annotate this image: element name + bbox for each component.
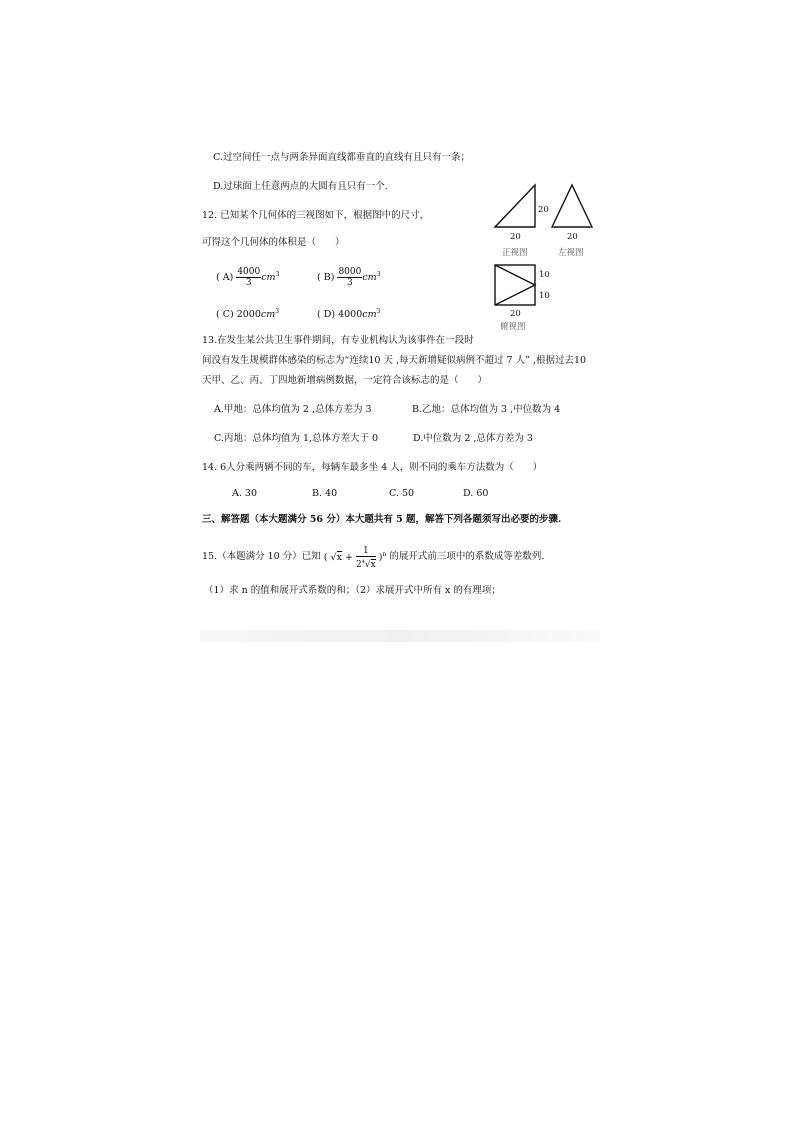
top-view-diagonals: [495, 265, 535, 305]
q14-option-b: B. 40: [312, 488, 338, 499]
q12-c-unit: cm: [260, 309, 276, 321]
front-view-caption: 正视图: [502, 248, 528, 258]
q12-a-unit: cm: [261, 272, 276, 284]
q14-option-d: D. 60: [463, 488, 489, 499]
question-13-line3: 天甲、乙、丙、丁四地新增病例数据，一定符合该标志的是（ ）: [202, 375, 488, 386]
q12-d-unit-exp: 3: [376, 308, 381, 315]
scan-artifact: [200, 630, 600, 642]
q12-b-unit-exp: 3: [376, 271, 381, 278]
q12-b-unit: cm: [362, 272, 377, 284]
section-3-heading: 三、解答题（本大题满分 56 分）本大题共有 5 题，解答下列各题须写出必要的步骤.: [202, 514, 562, 525]
front-height-label: 20: [538, 205, 549, 215]
q15-den-coef: 2: [355, 559, 362, 570]
front-width-label: 20: [510, 232, 521, 242]
top-view-caption: 俯视图: [500, 322, 526, 332]
option-d-text: D.过球面上任意两点的大圆有且只有一个.: [213, 181, 388, 192]
q15-close-paren: ): [378, 552, 383, 564]
q12-option-a: [216, 264, 279, 289]
q12-b-denominator: 3: [347, 278, 353, 289]
top-width-label: 20: [510, 309, 521, 319]
q15-frac-numerator: 1: [356, 546, 376, 557]
three-view-diagram: [490, 180, 600, 340]
q12-option-d-text: ( D) 4000: [317, 309, 363, 321]
q15-sqrt-radicand: x: [336, 552, 342, 564]
q12-option-c: [216, 306, 279, 321]
q15-den-radicand: x: [370, 559, 376, 570]
q14-option-a: A. 30: [232, 488, 257, 499]
q12-option-a-label: ( A): [216, 272, 234, 284]
question-15-parts: （1）求 n 的值和展开式系数的和；（2）求展开式中所有 x 的有理项；: [204, 585, 501, 596]
top-height2-label: 10: [539, 291, 550, 301]
q12-option-b: [317, 264, 381, 289]
question-12-line2: 可得这个几何体的体积是（ ）: [202, 237, 345, 248]
q13-option-a: A.甲地：总体均值为 2 ,总体方差为 3: [214, 404, 372, 415]
option-c-text: C.过空间任一点与两条异面直线都垂直的直线有且只有一条；: [213, 152, 470, 163]
q15-plus: +: [344, 552, 353, 564]
q15-exponent: n: [382, 551, 387, 558]
side-width-label: 20: [567, 232, 578, 242]
top-view-square: [495, 265, 535, 305]
front-view-triangle: [495, 185, 535, 227]
q13-option-c: C.丙地：总体均值为 1,总体方差大于 0: [214, 433, 379, 444]
q15-fraction: [356, 546, 376, 570]
q15-prefix: 15.（本题满分 10 分）已知: [202, 551, 321, 563]
q12-a-unit-exp: 3: [275, 271, 280, 278]
q12-option-b-fraction: [337, 267, 362, 288]
q15-sqrt-x: √x: [330, 552, 342, 564]
side-view-triangle: [552, 185, 592, 227]
q12-d-unit: cm: [362, 309, 377, 321]
top-height1-label: 10: [539, 270, 550, 280]
q12-a-numerator: 4000: [237, 267, 261, 278]
q15-open-paren: (: [323, 552, 328, 564]
question-15: [202, 543, 544, 570]
q14-option-c: C. 50: [389, 488, 415, 499]
q13-option-d: D.中位数为 2 ,总体方差为 3: [413, 433, 533, 444]
q15-frac-denominator: $2^4√x$: [355, 558, 376, 570]
q12-option-c-text: ( C) 2000: [216, 309, 261, 321]
q12-option-b-label: ( B): [317, 272, 335, 284]
q12-a-denominator: 3: [245, 278, 252, 289]
side-view-caption: 左视图: [558, 248, 584, 258]
question-13-line1: 13.在发生某公共卫生事件期间，有专业机构认为该事件在一段时: [202, 335, 474, 346]
q15-root-index: 4: [361, 558, 365, 565]
question-14: 14. 6人分乘两辆不同的车，每辆车最多坐 4 人，则不同的乘车方法数为（ ）: [202, 462, 543, 473]
q15-suffix: 的展开式前三项中的系数成等差数列.: [389, 551, 545, 563]
q15-expression: [324, 543, 387, 570]
q12-option-a-fraction: [236, 267, 261, 288]
q12-option-d: [317, 306, 380, 321]
q12-b-numerator: 8000: [338, 267, 362, 278]
question-12-line1: 12. 已知某个几何体的三视图如下，根据图中的尺寸，: [202, 210, 430, 221]
q12-c-unit-exp: 3: [275, 308, 280, 315]
question-13-line2: 间没有发生规模群体感染的标志为“连续10 天 ,每天新增疑似病例不超过 7 人” ,根据过去10: [202, 355, 587, 366]
q13-option-b: B.乙地：总体均值为 3 ,中位数为 4: [412, 404, 561, 415]
